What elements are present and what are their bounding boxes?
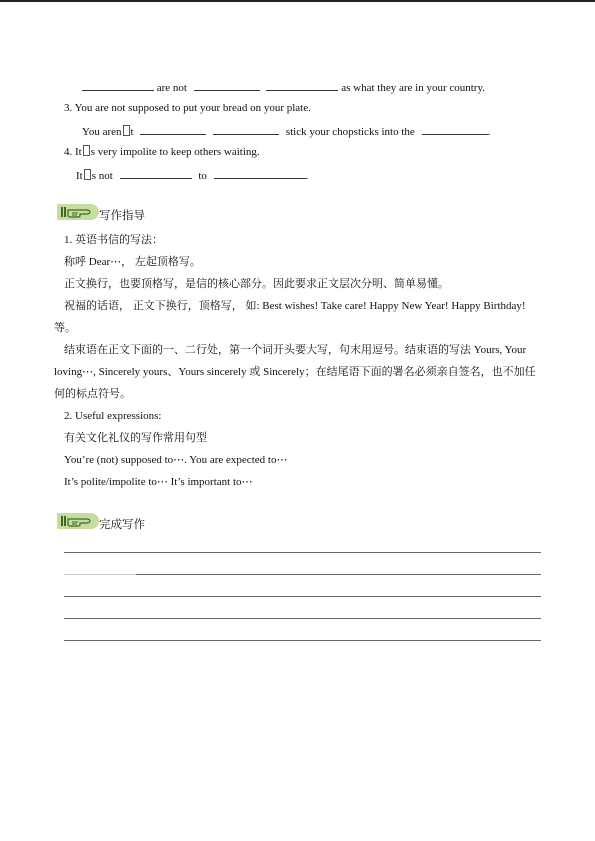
- expression-1: You’re (not) supposed to⋯. You are expected to⋯: [64, 454, 288, 466]
- missing-glyph-box: [123, 125, 130, 136]
- text: 4. It: [64, 146, 82, 158]
- text: .: [305, 170, 309, 182]
- text: .: [487, 126, 491, 138]
- guide-point-2: 2. Useful expressions:: [64, 410, 162, 422]
- top-rule: [0, 0, 595, 2]
- missing-glyph-box: [83, 145, 90, 156]
- answer-blank[interactable]: [82, 79, 154, 91]
- writing-line[interactable]: [64, 596, 541, 597]
- writing-line-highlight: [64, 574, 136, 575]
- guide-wishes: 祝福的话语， 正文下换行，顶格写， 如: Best wishes! Take care! Happy New Year! Happy Birthday! 等。: [54, 300, 526, 334]
- exercise-item-3-answer: [82, 123, 490, 139]
- answer-blank[interactable]: [266, 79, 338, 91]
- exercise-row-1: [82, 79, 485, 95]
- text: You aren: [82, 126, 122, 138]
- exercise-item-4-answer: [76, 167, 308, 183]
- writing-guide-body: [54, 229, 544, 493]
- expression-2: It’s polite/impolite to⋯ It’s important to⋯: [64, 476, 253, 488]
- guide-subtitle: 有关文化礼仪的写作常用句型: [64, 432, 207, 444]
- text: to: [198, 170, 207, 182]
- writing-line[interactable]: [64, 640, 541, 641]
- section-badge: [57, 204, 99, 220]
- guide-point-1: 1. 英语书信的写法：: [64, 234, 163, 246]
- text: t: [130, 126, 134, 138]
- answer-blank[interactable]: [214, 167, 306, 179]
- pointing-hand-icon: [60, 514, 94, 528]
- answer-blank[interactable]: [140, 123, 206, 135]
- writing-line[interactable]: [64, 552, 541, 553]
- pointing-hand-icon: [60, 205, 94, 219]
- text: stick your chopsticks into the: [285, 126, 415, 138]
- text: are not: [156, 82, 187, 94]
- section-header-writing-guide: [57, 204, 217, 224]
- exercise-item-4: [64, 145, 260, 159]
- answer-blank[interactable]: [120, 167, 192, 179]
- text: s very impolite to keep others waiting.: [90, 146, 260, 158]
- text: s not: [91, 170, 113, 182]
- text: as what they are in your country.: [341, 82, 486, 94]
- text: It: [76, 170, 83, 182]
- section-badge: [57, 513, 99, 529]
- guide-salutation: 称呼 Dear⋯， 左起顶格写。: [64, 256, 201, 268]
- guide-closing: 结束语在正文下面的一、二行处，第一个词开头要大写，句末用逗号。结束语的写法 Yours, Your loving⋯, Sincerely yours、Yours sincerely 或 Sincerely；在结尾语下面的署名必须亲自签名，也不加任何的标点符号。: [54, 344, 536, 400]
- missing-glyph-box: [84, 169, 91, 180]
- section-title: 写作指导: [99, 210, 145, 222]
- section-title: 完成写作: [99, 519, 145, 531]
- answer-blank[interactable]: [213, 123, 279, 135]
- exercise-item-3: 3. You are not supposed to put your bread on your plate.: [64, 102, 311, 114]
- writing-line[interactable]: [64, 618, 541, 619]
- answer-blank[interactable]: [194, 79, 260, 91]
- guide-body-text: 正文换行，也要顶格写，是信的核心部分。因此要求正文层次分明、简单易懂。: [64, 278, 449, 290]
- answer-blank[interactable]: [422, 123, 488, 135]
- section-header-complete-writing: [57, 513, 217, 533]
